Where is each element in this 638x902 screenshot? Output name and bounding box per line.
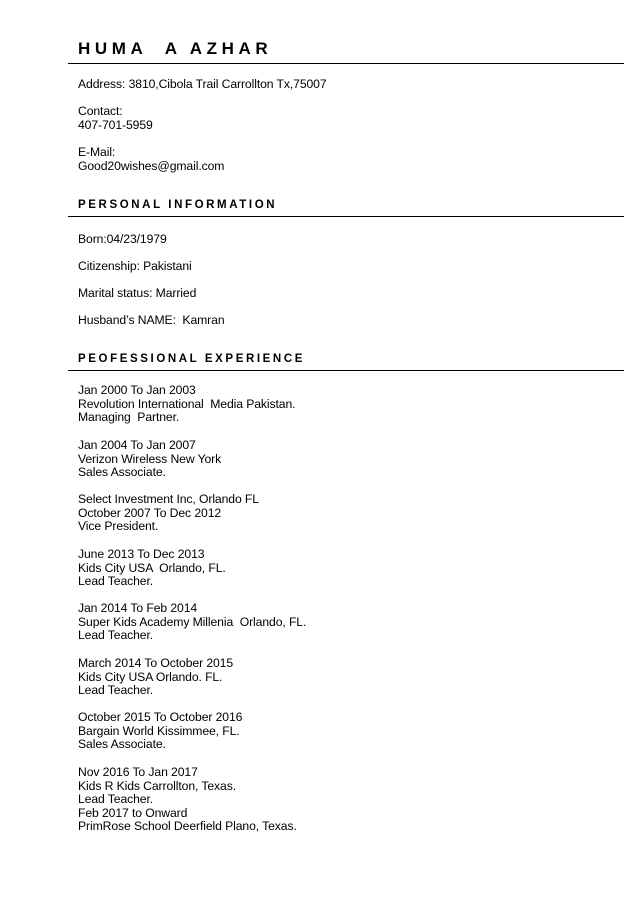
experience-line: Lead Teacher. bbox=[78, 628, 154, 643]
experience-line: Lead Teacher. bbox=[78, 683, 154, 698]
experience-line: June 2013 To Dec 2013 bbox=[78, 547, 205, 561]
experience-entry bbox=[78, 493, 259, 534]
email-label: E-Mail: bbox=[78, 145, 116, 159]
experience-entry bbox=[78, 602, 306, 643]
experience-entry bbox=[78, 439, 221, 480]
personal-divider bbox=[68, 216, 624, 217]
experience-line: Jan 2000 To Jan 2003 bbox=[78, 383, 196, 397]
experience-line: Sales Associate. bbox=[78, 737, 166, 752]
address-text: Address: 3810,Cibola Trail Carrollton Tx,75007 bbox=[78, 77, 327, 91]
experience-line: Nov 2016 To Jan 2017 bbox=[78, 765, 198, 779]
experience-line: Verizon Wireless New York bbox=[78, 451, 222, 466]
experience-line: Kids City USA Orlando, FL. bbox=[78, 560, 226, 575]
citizenship-text: Citizenship: Pakistani bbox=[78, 259, 192, 273]
experience-line: Bargain World Kissimmee, FL. bbox=[78, 723, 240, 738]
experience-line: Jan 2004 To Jan 2007 bbox=[78, 438, 196, 452]
email-text: Good20wishes@gmail.com bbox=[78, 159, 225, 173]
personal-section-title: PERSONAL INFORMATION bbox=[78, 199, 278, 211]
experience-line: Sales Associate. bbox=[78, 465, 166, 480]
experience-line: PrimRose School Deerfield Plano, Texas. bbox=[78, 819, 297, 834]
experience-line: Lead Teacher. bbox=[78, 792, 154, 807]
experience-line: October 2007 To Dec 2012 bbox=[78, 505, 222, 520]
experience-entry bbox=[78, 766, 297, 834]
phone-text: 407-701-5959 bbox=[78, 118, 153, 132]
experience-divider bbox=[68, 370, 624, 371]
experience-line: Vice President. bbox=[78, 519, 159, 534]
experience-line: Select Investment Inc, Orlando FL bbox=[78, 492, 259, 506]
marital-status-text: Marital status: Married bbox=[78, 286, 197, 300]
experience-entry bbox=[78, 711, 242, 752]
husband-name-text: Husband’s NAME: Kamran bbox=[78, 313, 225, 327]
experience-line: Feb 2017 to Onward bbox=[78, 805, 188, 820]
experience-line: Managing Partner. bbox=[78, 410, 180, 425]
experience-line: Jan 2014 To Feb 2014 bbox=[78, 601, 198, 615]
experience-line: October 2015 To October 2016 bbox=[78, 710, 243, 724]
experience-line: Kids City USA Orlando. FL. bbox=[78, 669, 223, 684]
experience-line: Super Kids Academy Millenia Orlando, FL. bbox=[78, 614, 307, 629]
experience-line: Revolution International Media Pakistan. bbox=[78, 396, 296, 411]
experience-line: Kids R Kids Carrollton, Texas. bbox=[78, 778, 236, 793]
experience-section-title: PEOFESSIONAL EXPERIENCE bbox=[78, 353, 306, 365]
experience-entry bbox=[78, 384, 295, 425]
resume-name: HUMA A AZHAR bbox=[78, 39, 273, 58]
experience-line: Lead Teacher. bbox=[78, 574, 154, 589]
experience-line: March 2014 To October 2015 bbox=[78, 656, 234, 670]
experience-entry bbox=[78, 657, 233, 698]
born-text: Born:04/23/1979 bbox=[78, 232, 167, 246]
name-divider bbox=[68, 63, 624, 64]
contact-label: Contact: bbox=[78, 104, 123, 118]
experience-entry bbox=[78, 548, 226, 589]
